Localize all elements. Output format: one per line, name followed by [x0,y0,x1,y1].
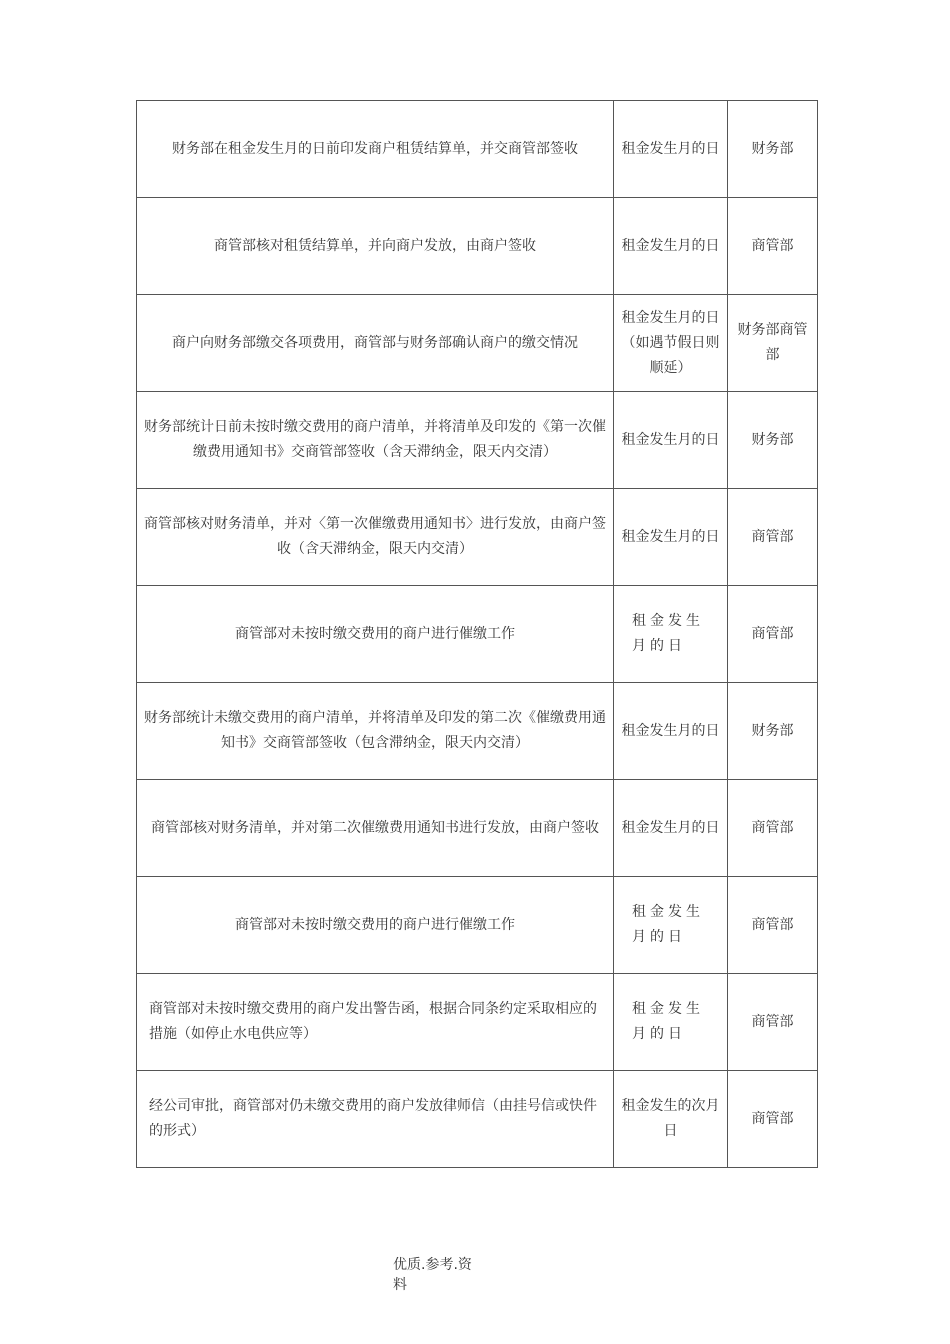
table-row [137,877,818,974]
page-footer: 优质.参考.资料 [393,1257,472,1293]
table-row [137,780,818,877]
department-cell: 财务部 [728,392,818,489]
department-cell: 财务部 [728,101,818,198]
department-cell: 财务部 [728,683,818,780]
task-cell: 商管部核对租赁结算单，并向商户发放，由商户签收 [137,198,614,295]
table-row [137,198,818,295]
task-cell: 商户向财务部缴交各项费用，商管部与财务部确认商户的缴交情况 [137,295,614,392]
task-cell: 财务部统计日前未按时缴交费用的商户清单，并将清单及印发的《第一次催缴费用通知书》交商管部签收（含天滞纳金，限天内交清） [137,392,614,489]
time-cell: 租金发生月的日 [614,101,728,198]
time-cell: 租金发生月的日 [614,586,728,683]
task-cell: 商管部核对财务清单，并对〈第一次催缴费用通知书〉进行发放，由商户签收（含天滞纳金，限天内交清） [137,489,614,586]
time-cell: 租金发生月的日 [614,489,728,586]
department-cell: 商管部 [728,780,818,877]
table-row [137,295,818,392]
task-cell: 财务部在租金发生月的日前印发商户租赁结算单，并交商管部签收 [137,101,614,198]
time-cell: 租金发生月的日 [614,974,728,1071]
task-cell: 商管部对未按时缴交费用的商户进行催缴工作 [137,586,614,683]
table-row [137,392,818,489]
task-cell: 商管部核对财务清单，并对第二次催缴费用通知书进行发放，由商户签收 [137,780,614,877]
time-cell: 租金发生月的日 [614,780,728,877]
department-cell: 商管部 [728,489,818,586]
task-cell: 财务部统计未缴交费用的商户清单，并将清单及印发的第二次《催缴费用通知书》交商管部签收（包含滞纳金，限天内交清） [137,683,614,780]
department-cell: 商管部 [728,1071,818,1168]
task-cell: 商管部对未按时缴交费用的商户发出警告函，根据合同条约定采取相应的措施（如停止水电供应等） [137,974,614,1071]
department-cell: 商管部 [728,198,818,295]
task-cell: 经公司审批，商管部对仍未缴交费用的商户发放律师信（由挂号信或快件的形式） [137,1071,614,1168]
time-cell: 租金发生月的日 [614,877,728,974]
department-cell: 财务部商管部 [728,295,818,392]
task-cell: 商管部对未按时缴交费用的商户进行催缴工作 [137,877,614,974]
department-cell: 商管部 [728,877,818,974]
time-cell: 租金发生的次月日 [614,1071,728,1168]
table-row [137,1071,818,1168]
time-cell: 租金发生月的日 [614,683,728,780]
table-row [137,101,818,198]
table-row [137,586,818,683]
table-row [137,974,818,1071]
table-row [137,683,818,780]
time-cell: 租金发生月的日 [614,392,728,489]
time-cell: 租金发生月的日（如遇节假日则顺延） [614,295,728,392]
department-cell: 商管部 [728,974,818,1071]
time-cell: 租金发生月的日 [614,198,728,295]
fee-collection-process-table [136,100,818,1168]
table-row [137,489,818,586]
department-cell: 商管部 [728,586,818,683]
